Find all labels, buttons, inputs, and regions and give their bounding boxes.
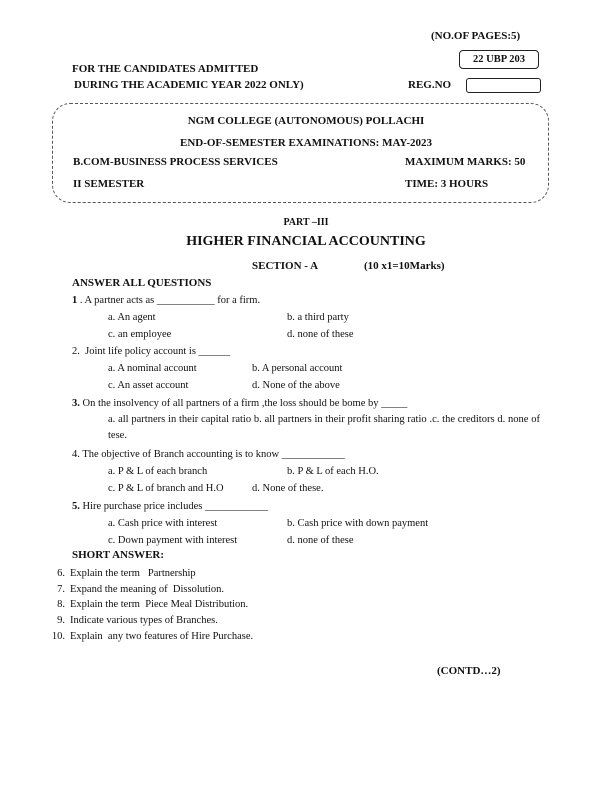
short-question-6 <box>48 568 196 579</box>
option-c: c. P & L of branch and H.O <box>108 483 224 494</box>
question-number: 6. <box>57 568 65 579</box>
question-number: 10. <box>51 631 65 642</box>
option-c: c. An asset account <box>108 380 189 391</box>
continued-marker: (CONTD…2) <box>437 665 501 677</box>
instruction: ANSWER ALL QUESTIONS <box>72 277 212 289</box>
maximum-marks: MAXIMUM MARKS: 50 <box>405 156 526 168</box>
short-question-9 <box>48 615 218 626</box>
college-name: NGM COLLEGE (AUTONOMOUS) POLLACHI <box>187 115 425 127</box>
section-label: SECTION - A <box>252 260 319 272</box>
question-text: A partner acts as ___________ for a firm. <box>84 295 261 306</box>
question-text: On the insolvency of all partners of a firm ,the loss should be bome by _____ <box>82 398 408 409</box>
short-question-8 <box>48 599 248 610</box>
question-number: 7. <box>57 584 65 595</box>
option-b: b. P & L of each H.O. <box>287 466 379 477</box>
option-b: b. a third party <box>287 312 349 323</box>
exam-duration: TIME: 3 HOURS <box>405 178 489 190</box>
part-label: PART –III <box>283 217 329 228</box>
question-5 <box>72 501 268 512</box>
short-answer-heading: SHORT ANSWER: <box>72 549 165 561</box>
short-question-10 <box>48 631 253 642</box>
page-count: (NO.OF PAGES:5) <box>431 30 521 42</box>
programme-name: B.COM-BUSINESS PROCESS SERVICES <box>73 156 278 168</box>
question-3-options: a. all partners in their capital ratio b. all partners in their profit sharing ratio .c. the creditors d. none of tese. <box>108 414 540 441</box>
question-text: The objective of Branch accounting is to know ____________ <box>82 449 345 460</box>
option-a: a. An agent <box>108 312 156 323</box>
question-number: 5. <box>72 501 80 512</box>
question-number: 8. <box>57 599 65 610</box>
admitted-line-1: FOR THE CANDIDATES ADMITTED <box>72 63 259 75</box>
section-marks: (10 x1=10Marks) <box>364 260 445 272</box>
question-text: Joint life policy account is ______ <box>85 346 231 357</box>
option-a: a. A nominal account <box>108 363 197 374</box>
question-number: 2. <box>72 346 80 357</box>
option-d: d. None of the above <box>252 380 340 391</box>
question-text: Expand the meaning of Dissolution. <box>70 584 224 595</box>
semester: II SEMESTER <box>73 178 145 190</box>
question-text: Hire purchase price includes ____________ <box>82 501 268 512</box>
course-code-box <box>459 50 539 69</box>
option-a: a. Cash price with interest <box>108 518 218 529</box>
question-number: 1 <box>72 295 78 306</box>
option-a: a. P & L of each branch <box>108 466 208 477</box>
course-code: 22 UBP 203 <box>473 54 525 65</box>
question-text: Explain any two features of Hire Purchase. <box>70 631 254 642</box>
exam-name: END-OF-SEMESTER EXAMINATIONS: MAY-2023 <box>179 137 432 149</box>
question-number: 9. <box>57 615 65 626</box>
option-c: c. an employee <box>108 329 172 340</box>
question-number: 4. <box>72 449 80 460</box>
option-d: d. none of these <box>287 329 354 340</box>
subject-title: HIGHER FINANCIAL ACCOUNTING <box>186 234 426 249</box>
question-number: 3. <box>72 398 80 409</box>
question-text: Indicate various types of Branches. <box>70 615 218 626</box>
reg-no-field[interactable] <box>466 78 541 93</box>
question-text: Explain the term Piece Meal Distribution. <box>70 599 249 610</box>
option-b: b. A personal account <box>252 363 343 374</box>
admitted-line-2: DURING THE ACADEMIC YEAR 2022 ONLY) <box>74 79 304 91</box>
reg-no-label: REG.NO <box>408 79 452 91</box>
short-question-7 <box>48 584 224 595</box>
option-d: d. None of these. <box>252 483 324 494</box>
question-2 <box>72 346 230 357</box>
question-text: Explain the term Partnership <box>70 568 196 579</box>
option-d: d. none of these <box>287 535 354 546</box>
option-b: b. Cash price with down payment <box>287 518 429 529</box>
question-1: 1 . A partner acts as ___________ for a firm. <box>72 295 261 306</box>
question-3 <box>72 398 407 409</box>
option-c: c. Down payment with interest <box>108 535 238 546</box>
question-4 <box>72 449 345 460</box>
